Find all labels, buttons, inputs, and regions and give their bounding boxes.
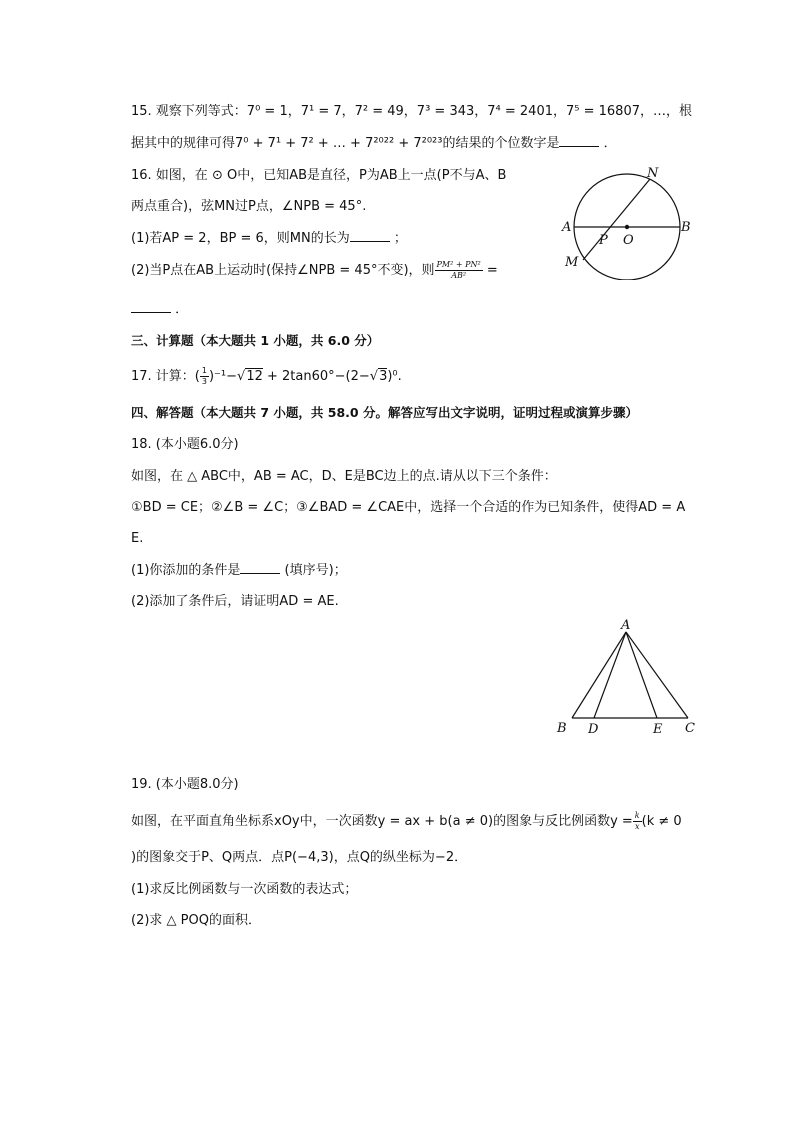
center-point bbox=[625, 225, 629, 229]
q17-rest-b: + 2tan60°−(2− bbox=[262, 369, 370, 384]
q17-prefix: 17. 计算：( bbox=[131, 369, 200, 384]
q16-fraction bbox=[435, 260, 483, 281]
q16-line1: 16. 如图，在 ⊙ O中，已知AB是直径，P为AB上一点(P不与A、B bbox=[131, 168, 507, 183]
label-a: A bbox=[562, 220, 572, 235]
q15-period: ． bbox=[603, 136, 617, 151]
q16-part1-text: (1)若AP = 2，BP = 6，则MN的长为 bbox=[131, 231, 350, 246]
q16-part2-answer bbox=[131, 300, 188, 320]
q17-sqrt-3: 3 bbox=[379, 369, 388, 384]
q19-line2: )的图象交于P、Q两点．点P(−4,3)，点Q的纵坐标为−2． bbox=[131, 850, 468, 865]
q15-line2-text: 据其中的规律可得7⁰ + 7¹ + 7² + … + 7²⁰²² + 7²⁰²³的结果的个位数字是 bbox=[131, 136, 560, 151]
q19-line1-end: (k ≠ 0 bbox=[641, 814, 682, 829]
q19-frac-den: x bbox=[634, 822, 640, 831]
q17-frac-num: 1 bbox=[201, 366, 207, 375]
q16-part1 bbox=[131, 229, 407, 249]
q16-frac-den: AB² bbox=[451, 271, 467, 280]
section4-heading: 四、解答题（本大题共 7 小题，共 58.0 分。解答应写出文字说明，证明过程或演算步骤） bbox=[131, 405, 638, 420]
q16-part2-text: (2)当P点在AB上运动时(保持∠NPB = 45°不变)，则 bbox=[131, 263, 435, 278]
label-a-tri: A bbox=[621, 618, 631, 633]
q18-part1-blank bbox=[240, 561, 280, 574]
label-c-tri: C bbox=[685, 721, 695, 736]
q16-part2 bbox=[131, 260, 498, 281]
q18-part1-text: (1)你添加的条件是 bbox=[131, 563, 241, 578]
q18-part1-end: (填序号)； bbox=[280, 563, 347, 578]
label-b-tri: B bbox=[557, 721, 567, 736]
q19-part1: (1)求反比例函数与一次函数的表达式； bbox=[131, 882, 358, 897]
q15-line1: 15. 观察下列等式：7⁰ = 1，7¹ = 7，7² = 49，7³ = 343，7⁴ = 2401，7⁵ = 16807，…，根 bbox=[131, 104, 692, 119]
q18-part1 bbox=[131, 561, 347, 581]
q19-frac-num: k bbox=[634, 811, 640, 820]
q16-part1-blank bbox=[350, 229, 390, 242]
side-ac bbox=[626, 632, 688, 718]
q17-rest-a: )⁻¹− bbox=[208, 369, 238, 384]
q16-frac-num: PM² + PN² bbox=[436, 260, 481, 269]
q18-line3: E. bbox=[131, 531, 144, 546]
q17-fraction bbox=[200, 366, 209, 387]
q17-rest-c: )⁰. bbox=[387, 369, 402, 384]
q18-header: 18. (本小题6.0分) bbox=[131, 437, 239, 452]
q19-part2: (2)求 △ POQ的面积． bbox=[131, 913, 261, 928]
q18-part2: (2)添加了条件后，请证明AD = AE. bbox=[131, 594, 339, 609]
q19-fraction bbox=[633, 811, 642, 832]
chord-mn bbox=[583, 179, 650, 260]
q18-line2: ①BD = CE；②∠B = ∠C；③∠BAD = ∠CAE中，选择一个合适的作为已知条件，使得AD = A bbox=[131, 500, 686, 515]
q16-part1-end: ； bbox=[393, 231, 407, 246]
q16-part2-blank bbox=[131, 300, 171, 313]
segment-ae bbox=[626, 632, 657, 718]
q15-answer-blank bbox=[559, 134, 599, 147]
q15-line2 bbox=[131, 134, 617, 154]
q16-part2-end: ． bbox=[175, 302, 189, 317]
q17-sqrt-12: 12 bbox=[246, 369, 263, 384]
label-d-tri: D bbox=[588, 722, 599, 737]
q18-line1: 如图，在 △ ABC中，AB = AC，D、E是BC边上的点.请从以下三个条件： bbox=[131, 469, 557, 484]
label-e-tri: E bbox=[653, 722, 663, 737]
q17-frac-den: 3 bbox=[201, 377, 207, 386]
q19-line1 bbox=[131, 811, 682, 832]
q19-header: 19. (本小题8.0分) bbox=[131, 777, 239, 792]
section3-heading: 三、计算题（本大题共 1 小题，共 6.0 分） bbox=[131, 333, 380, 348]
label-m: M bbox=[565, 255, 579, 270]
label-b: B bbox=[681, 220, 691, 235]
q19-line1-text: 如图，在平面直角坐标系xOy中，一次函数y = ax + b(a ≠ 0)的图象与反比例函数y = bbox=[131, 814, 633, 829]
label-n: N bbox=[647, 166, 659, 181]
circle-figure bbox=[555, 160, 705, 280]
label-o: O bbox=[623, 233, 634, 248]
label-p: P bbox=[599, 233, 608, 248]
q16-line2: 两点重合)，弦MN过P点，∠NPB = 45°. bbox=[131, 199, 367, 214]
triangle-figure bbox=[552, 615, 702, 740]
q17-line: 17. 计算：( $\frac{1}{3}$ )⁻¹−√12 + 2tan60°−(2−√3)⁰. bbox=[131, 366, 402, 386]
q16-equals: = bbox=[486, 263, 498, 278]
